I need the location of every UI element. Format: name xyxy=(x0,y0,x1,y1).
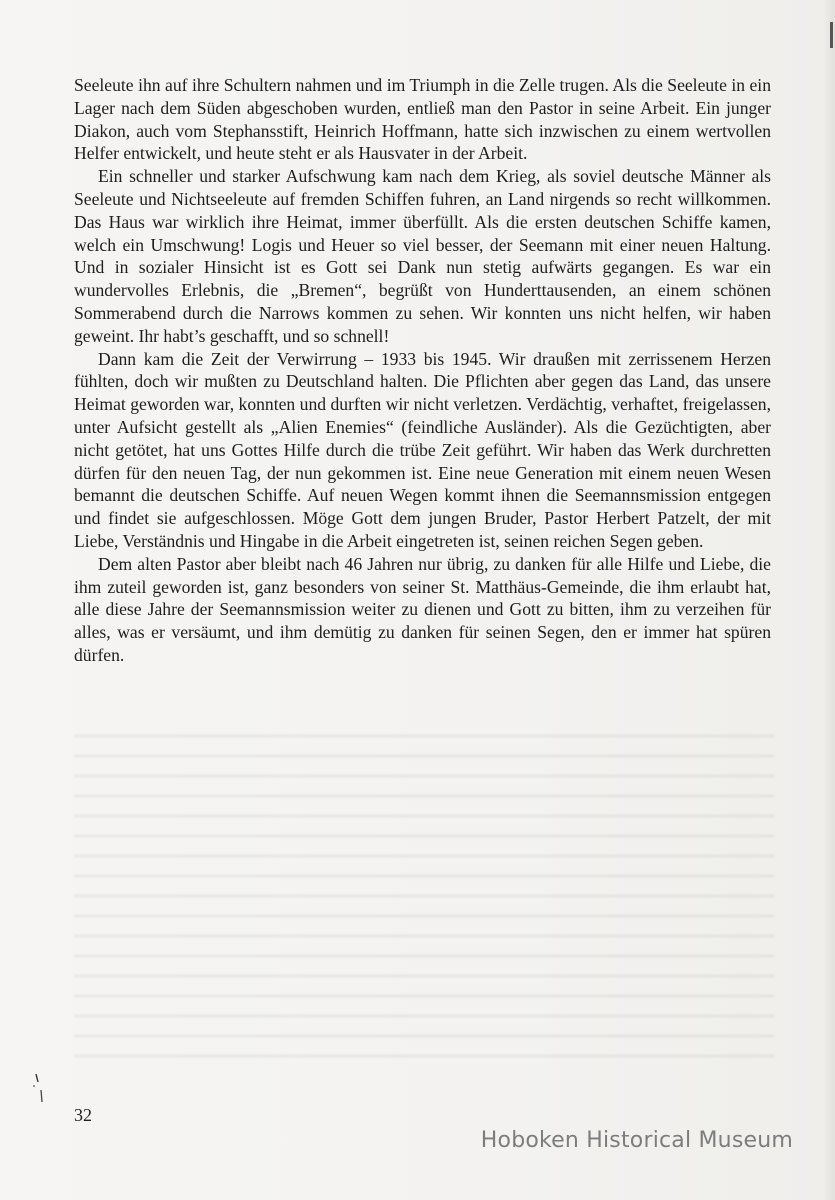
paragraph-4: Dem alten Pastor aber bleibt nach 46 Jahren nur übrig, zu danken für alle Hilfe und Liebe, die ihm zuteil geworden ist, ganz besonders von seiner St. Matthäus-Gemeinde, die ihm erlaubt hat, alle diese Jahre der Seemannsmission weiter zu dienen und Gott zu bitten, ihm zu verzeihen für alles, was er versäumt, und ihm demütig zu danken für seinen Segen, den er immer hat spüren dürfen. xyxy=(74,553,771,665)
page-number: 32 xyxy=(74,1105,92,1125)
paragraph-1: Seeleute ihn auf ihre Schultern nahmen und im Triumph in die Zelle trugen. Als die Seeleute in ein Lager nach dem Süden abgeschoben wurden, entließ man den Pastor in seine Arbeit. Ein junger Diakon, auch vom Stephansstift, Heinrich Hoffmann, hatte sich inzwischen zu einem wertvollen Helfer entwickelt, und heute steht er als Hausvater in der Arbeit. xyxy=(74,75,771,164)
body-text xyxy=(74,74,771,667)
bleed-through-text xyxy=(74,725,774,1065)
page-edge-shadow xyxy=(823,0,835,1200)
watermark-text: Hoboken Historical Museum xyxy=(480,1128,793,1153)
paragraph-3: Dann kam die Zeit der Verwirrung – 1933 bis 1945. Wir draußen mit zerrissenem Herzen fühlten, doch wir mußten zu Deutschland halten. Die Pflichten aber gegen das Land, das unsere Heimat geworden war, konnten und durften wir nicht verletzen. Verdächtig, verhaftet, freigelassen, unter Aufsicht gestellt als „Alien Enemies“ (feindliche Ausländer). Als die Gezüchtigten, aber nicht getötet, hat uns Gottes Hilfe durch die trübe Zeit geführt. Wir haben das Werk durchretten dürfen für den neuen Tag, der nun gekommen ist. Eine neue Generation mit einem neuen Wesen bemannt die deutschen Schiffe. Auf neuen Wegen kommt ihnen die Seemannsmission entgegen und findet sie aufgeschlossen. Möge Gott dem jungen Bruder, Pastor Herbert Patzelt, der mit Liebe, Verständnis und Hingabe in die Arbeit eingetreten ist, seinen reichen Segen geben. xyxy=(74,348,771,551)
edge-mark xyxy=(830,22,833,48)
scan-specks xyxy=(30,1070,50,1130)
paragraph-2: Ein schneller und starker Aufschwung kam nach dem Krieg, als soviel deutsche Männer als Seeleute und Nichtseeleute auf fremden Schiffen fuhren, an Land nirgends so recht willkommen. Das Haus war wirklich ihre Heimat, immer überfüllt. Als die ersten deutschen Schiffe kamen, welch ein Umschwung! Logis und Heuer so viel besser, der Seemann mit einer neuen Haltung. Und in sozialer Hinsicht ist es Gott sei Dank nun stetig aufwärts gegangen. Es war ein wundervolles Erlebnis, die „Bremen“, begrüßt von Hunderttausenden, an einem schönen Sommerabend durch die Narrows kommen zu sehen. Wir konnten uns nicht helfen, wir haben geweint. Ihr habt’s geschafft, und so schnell! xyxy=(74,166,771,346)
